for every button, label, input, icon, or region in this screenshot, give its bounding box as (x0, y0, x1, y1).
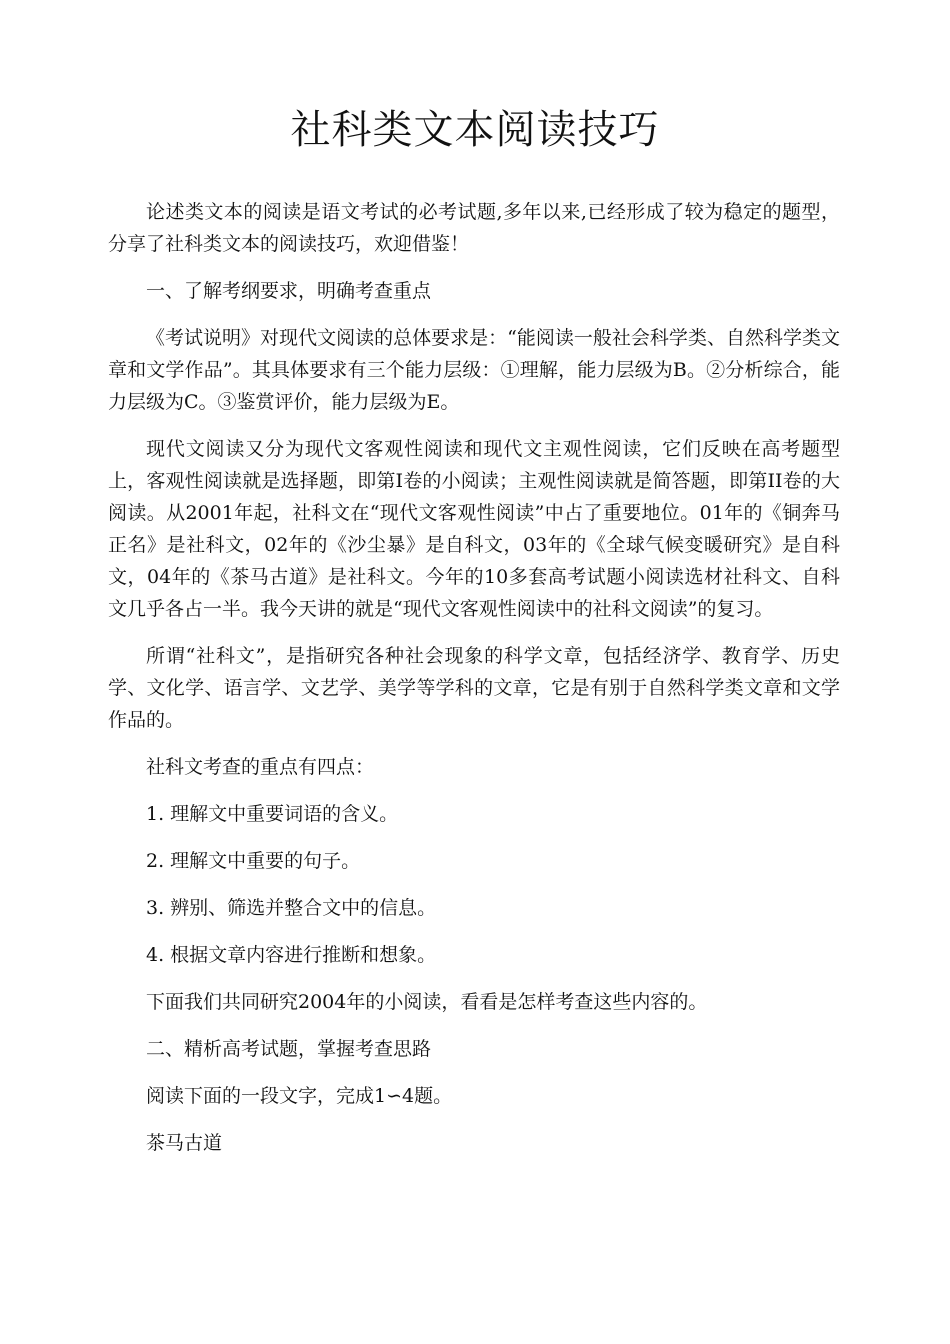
paragraph-intro: 论述类文本的阅读是语文考试的必考试题,多年以来,已经形成了较为稳定的题型，分享了社科类文本的阅读技巧，欢迎借鉴！ (108, 201, 840, 255)
paragraph-study-intro: 下面我们共同研究2004年的小阅读，看看是怎样考查这些内容的。 (146, 991, 708, 1013)
list-item-2: 2. 理解文中重要的句子。 (146, 850, 361, 872)
list-item-1: 1. 理解文中重要词语的含义。 (146, 803, 399, 825)
paragraph-exam-requirements: 《考试说明》对现代文阅读的总体要求是：“能阅读一般社会科学类、自然科学类文章和文学作品”。其具体要求有三个能力层级：①理解，能力层级为B。②分析综合，能力层级为C。③鉴赏评价，能力层级为E。 (108, 327, 840, 413)
paragraph-instructions: 阅读下面的一段文字，完成1∽4题。 (146, 1085, 453, 1107)
passage-title: 茶马古道 (146, 1132, 223, 1154)
section-heading-2: 二、精析高考试题，掌握考查思路 (146, 1038, 432, 1060)
section-heading-1: 一、了解考纲要求，明确考查重点 (146, 280, 432, 302)
paragraph-focus-points: 社科文考查的重点有四点： (146, 756, 375, 778)
document-body (108, 196, 840, 1174)
paragraph-reading-types: 现代文阅读又分为现代文客观性阅读和现代文主观性阅读，它们反映在高考题型上，客观性阅读就是选择题，即第I卷的小阅读；主观性阅读就是简答题，即第II卷的大阅读。从2001年起，社科文在“现代文客观性阅读”中占了重要地位。01年的《铜奔马正名》是社科文，02年的《沙尘暴》是自科文，03年的《全球气候变暖研究》是自科文，04年的《茶马古道》是社科文。今年的10多套高考试题小阅读选材社科文、自科文几乎各占一半。我今天讲的就是“现代文客观性阅读中的社科文阅读”的复习。 (108, 438, 840, 620)
list-item-4: 4. 根据文章内容进行推断和想象。 (146, 944, 437, 966)
document-title: 社科类文本阅读技巧 (290, 107, 660, 153)
list-item-3: 3. 辨别、筛选并整合文中的信息。 (146, 897, 437, 919)
paragraph-definition: 所谓“社科文”，是指研究各种社会现象的科学文章，包括经济学、教育学、历史学、文化学、语言学、文艺学、美学等学科的文章，它是有别于自然科学类文章和文学作品的。 (108, 645, 840, 731)
